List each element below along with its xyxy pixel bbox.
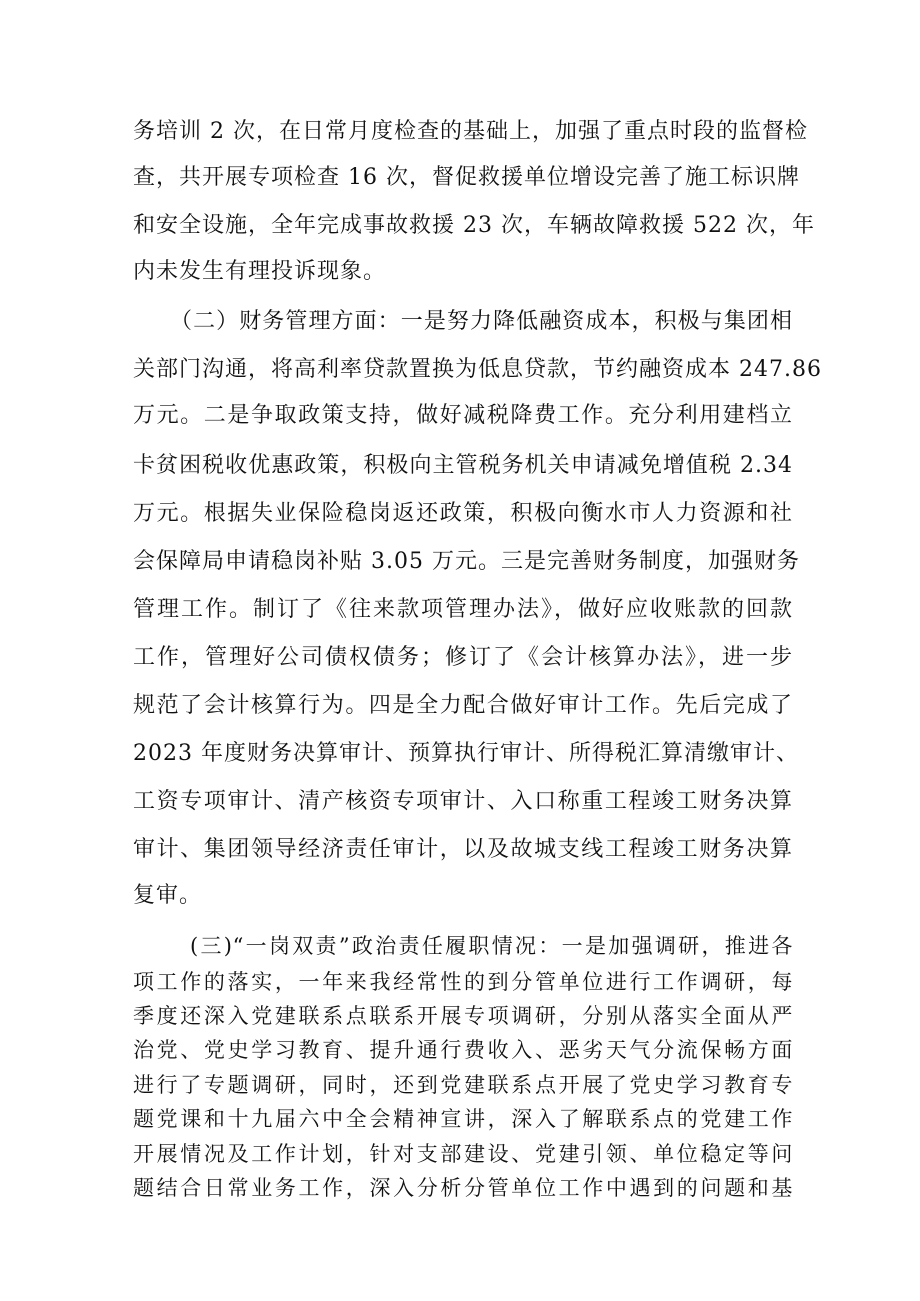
paragraph-line: 开展情况及工作计划，针对支部建设、党建引领、单位稳定等问 [133, 1142, 793, 1166]
paragraph-line: 内未发生有理投诉现象。 [133, 259, 387, 284]
paragraph-line: 和安全设施，全年完成事故救援 23 次，车辆故障救援 522 次，年 [133, 213, 815, 238]
paragraph-line: 题结合日常业务工作，深入分析分管单位工作中遇到的问题和基 [133, 1176, 793, 1200]
paragraph-line: 务培训 2 次，在日常月度检查的基础上，加强了重点时段的监督检 [133, 119, 808, 144]
paragraph-line: 规范了会计核算行为。四是全力配合做好审计工作。先后完成了 [133, 693, 793, 718]
paragraph-line: 题党课和十九届六中全会精神宣讲，深入了解联系点的党建工作 [133, 1107, 793, 1131]
paragraph-line: 关部门沟通，将高利率贷款置换为低息贷款，节约融资成本 247.86 [133, 357, 822, 382]
paragraph-line: （二）财务管理方面：一是努力降低融资成本，积极与集团相 [170, 309, 793, 334]
paragraph-line: (三)“一岗双责”政治责任履职情况：一是加强调研，推进各 [190, 934, 793, 958]
paragraph-line: 会保障局申请稳岗补贴 3.05 万元。三是完善财务制度，加强财务 [133, 549, 800, 574]
paragraph-line: 审计、集团领导经济责任审计，以及故城支线工程竣工财务决算 [133, 837, 793, 862]
paragraph-line: 万元。二是争取政策支持，做好减税降费工作。充分利用建档立 [133, 403, 793, 428]
paragraph-line: 工资专项审计、清产核资专项审计、入口称重工程竣工财务决算 [133, 789, 793, 814]
paragraph-line: 万元。根据失业保险稳岗返还政策，积极向衡水市人力资源和社 [133, 501, 793, 526]
paragraph-line: 查，共开展专项检查 16 次，督促救援单位增设完善了施工标识牌 [133, 165, 800, 190]
paragraph-line: 项工作的落实，一年来我经常性的到分管单位进行工作调研，每 [133, 970, 793, 994]
paragraph-line: 工作，管理好公司债权债务；修订了《会计核算办法》，进一步 [133, 645, 793, 670]
paragraph-line: 管理工作。制订了《往来款项管理办法》，做好应收账款的回款 [133, 597, 793, 622]
paragraph-line: 复审。 [133, 883, 203, 908]
paragraph-line: 季度还深入党建联系点联系开展专项调研，分别从落实全面从严 [133, 1004, 793, 1028]
paragraph-line: 进行了专题调研，同时，还到党建联系点开展了党史学习教育专 [133, 1073, 793, 1097]
paragraph-line: 治党、党史学习教育、提升通行费收入、恶劣天气分流保畅方面 [133, 1038, 793, 1062]
paragraph-line: 2023 年度财务决算审计、预算执行审计、所得税汇算清缴审计、 [133, 741, 799, 766]
paragraph-line: 卡贫困税收优惠政策，积极向主管税务机关申请减免增值税 2.34 [133, 453, 793, 478]
